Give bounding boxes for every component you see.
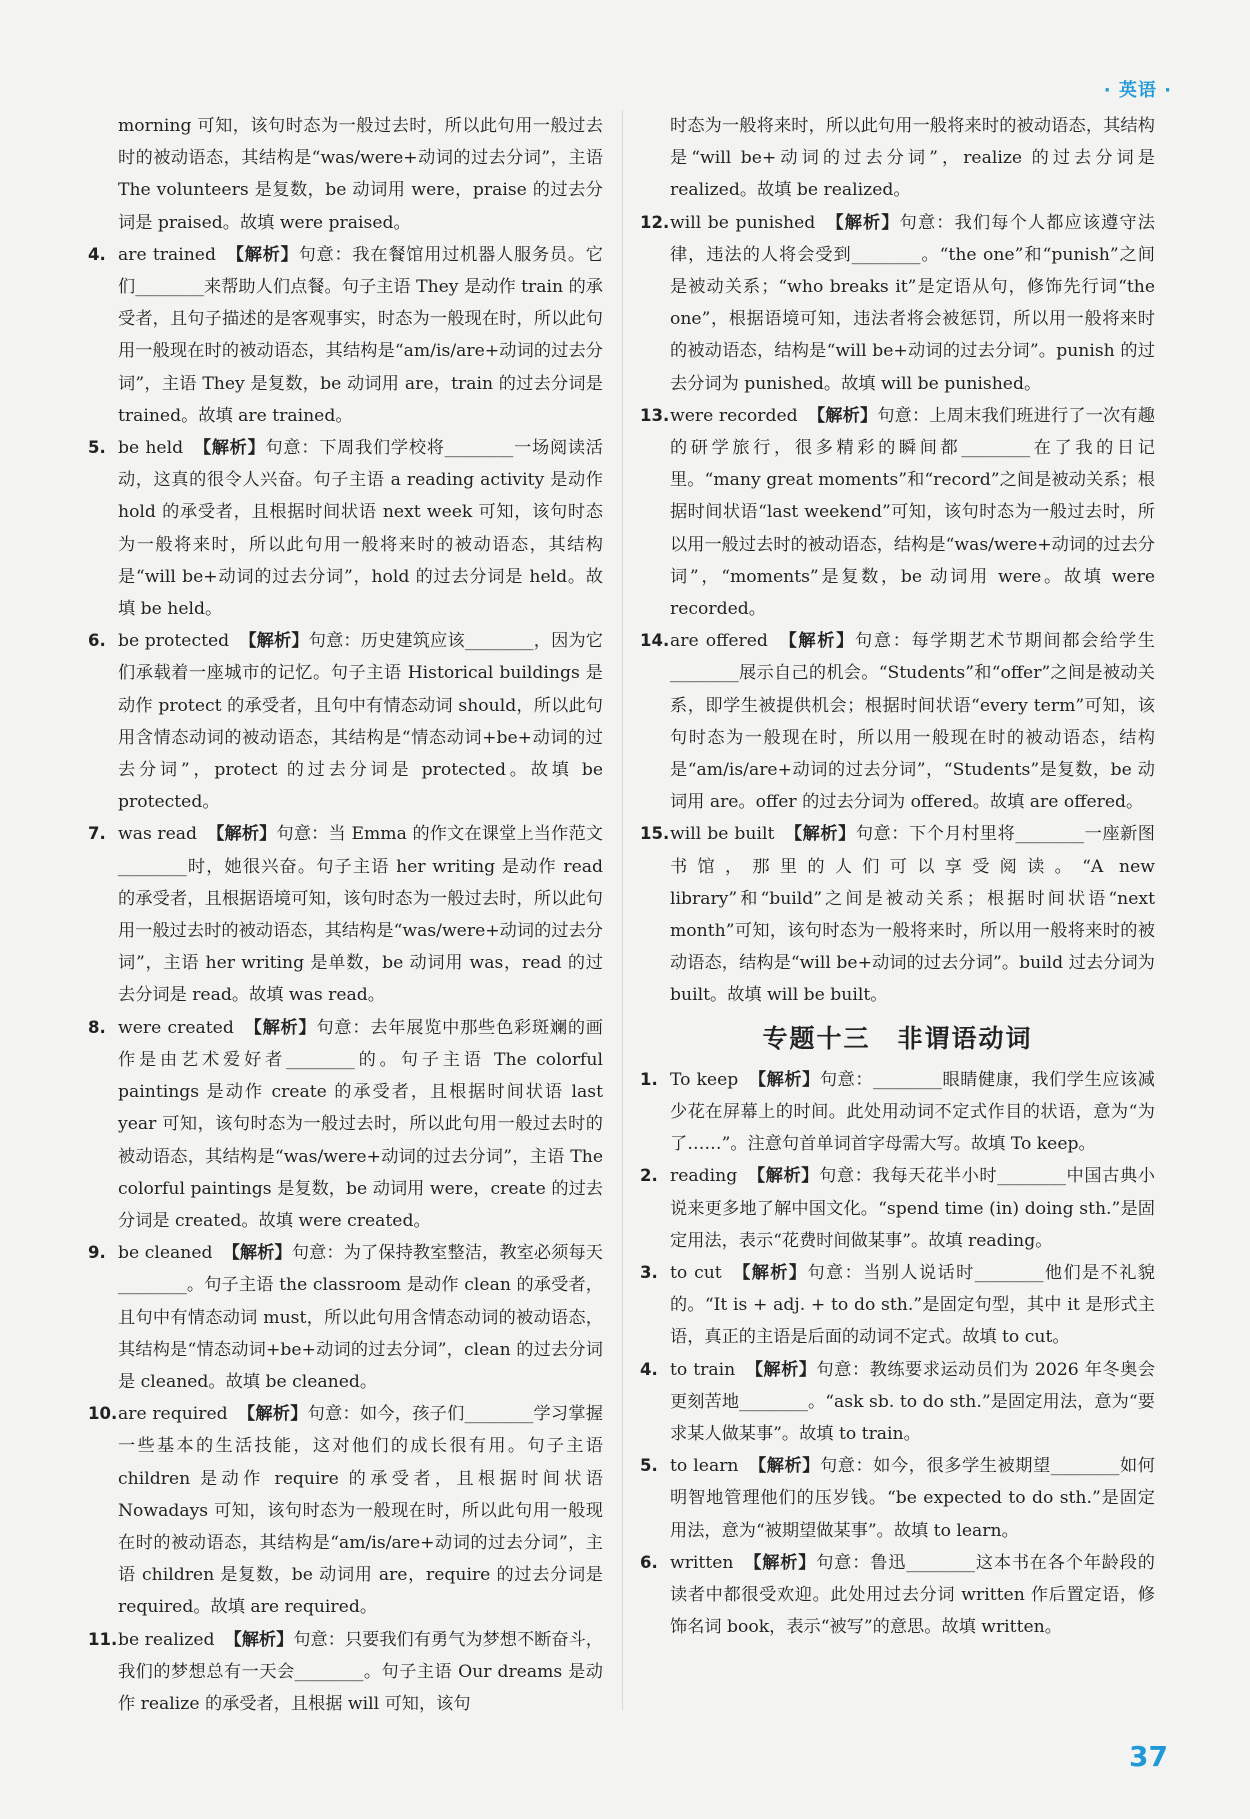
analysis-tag: 【解析】: [207, 824, 277, 845]
item-number: 5.: [640, 1456, 658, 1476]
answer-item: [640, 400, 1155, 625]
answer-item: [88, 1398, 603, 1623]
answer-text: are required: [118, 1404, 228, 1425]
answer-item: [88, 1012, 603, 1237]
explanation-text: 句意：去年展览中那些色彩斑斓的画作是由艺术爱好者________的。句子主语 The colorful paintings 是动作 create 的承受者，且根据时间状语 last year 可知，该句时态为一般过去时，所以此句用一般过去时的被动语态，其结构是“was/were+动词的过去分词”，主语 The colorful paintings 是复数，be 动词用 were，create 的过去分词是 created。故填 were created。: [118, 1017, 603, 1231]
explanation-text: 句意：只要我们有勇气为梦想不断奋斗，我们的梦想总有一天会________。句子主语 Our dreams 是动作 realize 的承受者，且根据 will 可知，该句: [118, 1629, 603, 1714]
answer-item: [640, 1547, 1155, 1644]
item-number: 4.: [88, 244, 106, 264]
column-divider: [622, 110, 623, 1710]
answer-text: to train: [670, 1359, 736, 1380]
explanation-text: 句意：当别人说话时________他们是不礼貌的。“It is + adj. + to do sth.”是固定句型，其中 it 是形式主语，真正的主语是后面的动词不定式。故填 to cut。: [670, 1262, 1155, 1348]
item-number: 9.: [88, 1243, 106, 1263]
explanation-text: 句意：我在餐馆用过机器人服务员。它们________来帮助人们点餐。句子主语 They 是动作 train 的承受者，且句子描述的是客观事实，时态为一般现在时，所以此句用一般现在时的被动语态，其结构是“am/is/are+动词的过去分词”，主语 They 是复数，be 动词用 are，train 的过去分词是 trained。故填 are trained。: [118, 244, 603, 426]
answer-text: To keep: [670, 1069, 739, 1090]
page-number: 37: [1129, 1740, 1168, 1773]
answer-text: will be built: [670, 824, 775, 845]
analysis-tag: 【解析】: [748, 1069, 820, 1090]
answer-text: be protected: [118, 631, 230, 652]
item-number: 7.: [88, 824, 106, 844]
answer-text: reading: [670, 1166, 738, 1187]
explanation-text: 句意：如今，孩子们________学习掌握一些基本的生活技能，这对他们的成长很有用。句子主语 children 是动作 require 的承受者，且根据时间状语 Nowadays 可知，该句时态为一般现在时，所以此句用一般现在时的被动语态，其结构是“am/is/are+动词的过去分词”，主语 children 是复数，be 动词用 are，require 的过去分词是 required。故填 are required。: [118, 1404, 603, 1618]
answer-item: [640, 1354, 1155, 1451]
explanation-text: 句意：上周末我们班进行了一次有趣的研学旅行，很多精彩的瞬间都________在了我的日记里。“many great moments”和“record”之间是被动关系；根据时间状语“last weekend”可知，该句时态为一般过去时，所以用一般过去时的被动语态，结构是“was/were+动词的过去分词”，“moments”是复数，be 动词用 were。故填 were recorded。: [670, 405, 1155, 620]
section-title: 专题十三 非谓语动词: [762, 1023, 1033, 1053]
explanation-text: 句意：下个月村里将________一座新图书馆，那里的人们可以享受阅读。“A new library”和“build”之间是被动关系；根据时间状语“next month”可知，该句时态为一般将来时，所以用一般将来时的被动语态，结构是“will be+动词的过去分词”。build 过去分词为 built。故填 will be built。: [670, 824, 1155, 1006]
analysis-tag: 【解析】: [747, 1166, 820, 1187]
analysis-tag: 【解析】: [224, 1629, 294, 1650]
explanation-text: 句意：当 Emma 的作文在课堂上当作范文________时，她很兴奋。句子主语 her writing 是动作 read 的承受者，且根据语境可知，该句时态为一般过去时，所以此句用一般过去时的被动语态，其结构是“was/were+动词的过去分词”，主语 her writing 是单数，be 动词用 was，read 的过去分词是 read。故填 was read。: [118, 824, 603, 1006]
explanation-text: 句意：教练要求运动员们为 2026 年冬奥会更刻苦地________。“ask sb. to do sth.”是固定用法，意为“要求某人做某事”。故填 to train。: [670, 1359, 1156, 1444]
answer-text: be cleaned: [118, 1243, 213, 1264]
analysis-tag: 【解析】: [243, 1017, 317, 1038]
explanation-text: 句意：如今，很多学生被期望________如何明智地管理他们的压岁钱。“be expected to do sth.”是固定用法，意为“被期望做某事”。故填 to learn。: [670, 1456, 1155, 1541]
answer-text: be realized: [118, 1629, 215, 1650]
answer-text: are trained: [118, 244, 216, 265]
explanation-text: 句意：为了保持教室整洁，教室必须每天________。句子主语 the classroom 是动作 clean 的承受者，且句中有情态动词 must，所以此句用含情态动词的被动语态，其结构是“情态动词+be+动词的过去分词”，clean 的过去分词是 cleaned。故填 be cleaned。: [118, 1243, 603, 1392]
item-number: 8.: [88, 1017, 106, 1037]
item-number: 11.: [88, 1629, 118, 1649]
analysis-tag: 【解析】: [777, 631, 855, 652]
answer-item: [88, 432, 603, 625]
right-column: [640, 110, 1155, 1643]
answer-text: were created: [118, 1017, 234, 1038]
item-number: 14.: [640, 631, 670, 651]
answer-text: are offered: [670, 631, 768, 652]
analysis-tag: 【解析】: [222, 1243, 292, 1264]
analysis-tag: 【解析】: [784, 824, 856, 845]
answer-text: was read: [118, 824, 198, 845]
answer-text: were recorded: [670, 405, 798, 426]
answer-item: [640, 1160, 1155, 1257]
analysis-tag: 【解析】: [225, 244, 299, 265]
analysis-tag: 【解析】: [748, 1456, 821, 1477]
answer-text: will be punished: [670, 212, 816, 233]
item-number: 6.: [88, 631, 106, 651]
analysis-tag: 【解析】: [237, 1404, 308, 1425]
left-column: [88, 110, 603, 1720]
answer-item: [88, 818, 603, 1011]
answer-text: to cut: [670, 1262, 722, 1283]
explanation-text: 句意：历史建筑应该________，因为它们承载着一座城市的记忆。句子主语 Historical buildings 是动作 protect 的承受者，且句中有情态动词 should，所以此句用含情态动词的被动语态，其结构是“情态动词+be+动词的过去分词”，protect 的过去分词是 protected。故填 be protected。: [118, 631, 603, 813]
item-number: 6.: [640, 1552, 658, 1572]
answer-item: [640, 1064, 1155, 1161]
answer-item: [640, 1450, 1155, 1547]
item-number: 5.: [88, 438, 106, 458]
item-number: 12.: [640, 212, 670, 232]
analysis-tag: 【解析】: [825, 212, 900, 233]
explanation-text: 句意：我每天花半小时________中国古典小说来更多地了解中国文化。“spend time (in) doing sth.”是固定用法，表示“花费时间做某事”。故填 reading。: [670, 1166, 1155, 1251]
explanation-text: 句意：下周我们学校将________一场阅读活动，这真的很令人兴奋。句子主语 a reading activity 是动作 hold 的承受者，且根据时间状语 next week 可知，该句时态为一般将来时，所以此句用一般将来时的被动语态，其结构是“will be+动词的过去分词”，hold 的过去分词是 held。故填 be held。: [118, 438, 603, 620]
item-number: 13.: [640, 405, 670, 425]
analysis-tag: 【解析】: [807, 405, 878, 426]
right-answer-list: [640, 207, 1155, 1012]
item-number: 15.: [640, 824, 670, 844]
answer-text: be held: [118, 438, 184, 459]
answer-item: [640, 625, 1155, 818]
explanation-text: 句意：每学期艺术节期间都会给学生________展示自己的机会。“Students”和“offer”之间是被动关系，即学生被提供机会；根据时间状语“every term”可知，该句时态为一般现在时，所以用一般现在时的被动语态，结构是“am/is/are+动词的过去分词”，“Students”是复数，be 动词用 are。offer 的过去分词为 offered。故填 are offered。: [670, 631, 1155, 813]
answer-item: [88, 625, 603, 818]
answer-item: [88, 1624, 603, 1721]
continued-explanation: 时态为一般将来时，所以此句用一般将来时的被动语态，其结构是“will be+动词的过去分词”，realize 的过去分词是 realized。故填 be realized。: [670, 116, 1155, 201]
explanation-text: 句意：我们每个人都应该遵守法律，违法的人将会受到________。“the one”和“punish”之间是被动关系；“who breaks it”是定语从句，修饰先行词“the one”，根据语境可知，违法者将会被惩罚，所以用一般将来时的被动语态，结构是“will be+动词的过去分词”。punish 的过去分词为 punished。故填 will be punished。: [670, 212, 1155, 394]
item-number: 10.: [88, 1404, 118, 1424]
answer-item: [640, 1257, 1155, 1354]
answer-item: [88, 239, 603, 432]
answer-item: [640, 818, 1155, 1011]
analysis-tag: 【解析】: [743, 1552, 817, 1573]
continued-explanation: morning 可知，该句时态为一般过去时，所以此句用一般过去时的被动语态，其结构是“was/were+动词的过去分词”，主语 The volunteers 是复数，be 动词用 were，praise 的过去分词是 praised。故填 were praised。: [118, 116, 603, 233]
explanation-text: 句意：鲁迅________这本书在各个年龄段的读者中都很受欢迎。此处用过去分词 written 作后置定语，修饰名词 book，表示“被写”的意思。故填 written。: [670, 1552, 1155, 1638]
subject-header: · 英语 ·: [1103, 80, 1172, 101]
item-number: 2.: [640, 1166, 658, 1186]
item-number: 1.: [640, 1069, 658, 1089]
explanation-text: 句意：________眼睛健康，我们学生应该减少花在屏幕上的时间。此处用动词不定式作目的状语，意为“为了……”。注意句首单词首字母需大写。故填 To keep。: [670, 1069, 1155, 1155]
analysis-tag: 【解析】: [193, 438, 266, 459]
answer-item: [88, 1237, 603, 1398]
answer-text: written: [670, 1552, 734, 1573]
left-answer-list: [88, 239, 603, 1720]
answer-text: to learn: [670, 1456, 739, 1477]
analysis-tag: 【解析】: [731, 1262, 808, 1283]
analysis-tag: 【解析】: [745, 1359, 817, 1380]
item-number: 3.: [640, 1262, 658, 1282]
section-answer-list: [640, 1064, 1155, 1644]
answer-item: [640, 207, 1155, 400]
analysis-tag: 【解析】: [239, 631, 309, 652]
item-number: 4.: [640, 1359, 658, 1379]
